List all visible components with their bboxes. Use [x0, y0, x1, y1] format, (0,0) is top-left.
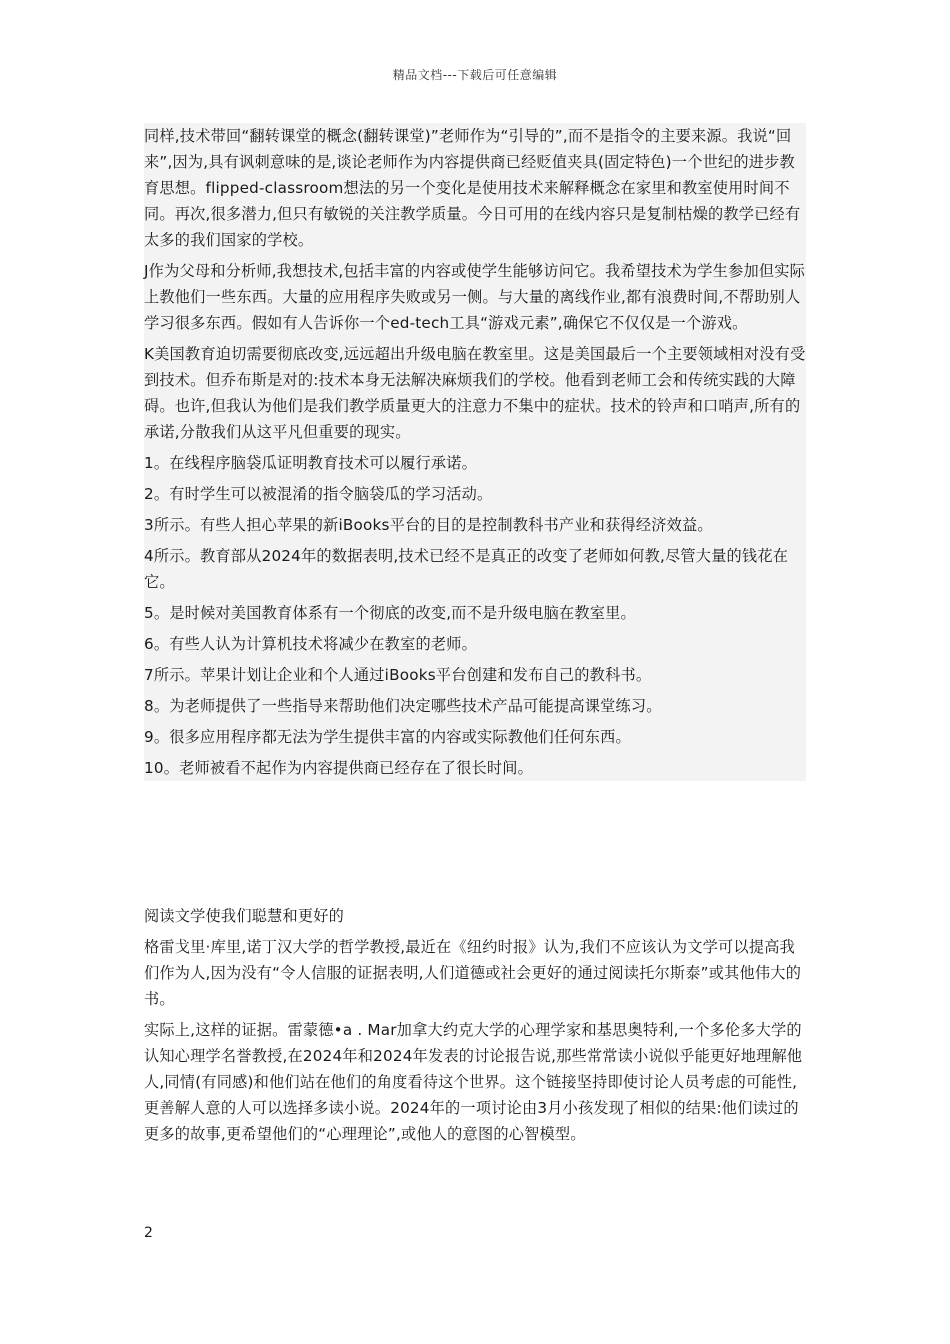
section-title: 阅读文学使我们聪慧和更好的	[144, 907, 345, 925]
article-section-2	[144, 903, 806, 1147]
list-item: 7所示。苹果计划让企业和个人通过iBooks平台创建和发布自己的教科书。	[144, 666, 652, 684]
list-item: 9。很多应用程序都无法为学生提供丰富的内容或实际教他们任何东西。	[144, 728, 631, 746]
list-item: 8。为老师提供了一些指导来帮助他们决定哪些技术产品可能提高课堂练习。	[144, 697, 662, 715]
list-item: 10。老师被看不起作为内容提供商已经存在了很长时间。	[144, 759, 534, 777]
page-number: 2	[144, 1225, 153, 1241]
paragraph: 同样,技术带回“翻转课堂的概念(翻转课堂)”老师作为“引导的”,而不是指令的主要来源。我说“回来”,因为,具有讽刺意味的是,谈论老师作为内容提供商已经贬值夹具(固定特色)一个世纪的进步教育思想。flipped-classroom想法的另一个变化是使用技术来解释概念在家里和教室使用时间不同。再次,很多潜力,但只有敏锐的关注教学质量。今日可用的在线内容只是复制枯燥的教学已经有太多的我们国家的学校。	[144, 127, 801, 249]
list-item: 2。有时学生可以被混淆的指令脑袋瓜的学习活动。	[144, 485, 493, 503]
list-item: 3所示。有些人担心苹果的新iBooks平台的目的是控制教科书产业和获得经济效益。	[144, 516, 713, 534]
list-item: 4所示。教育部从2024年的数据表明,技术已经不是真正的改变了老师如何教,尽管大量的钱花在它。	[144, 547, 789, 591]
list-item: 1。在线程序脑袋瓜证明教育技术可以履行承诺。	[144, 454, 478, 472]
paragraph: K美国教育迫切需要彻底改变,远远超出升级电脑在教室里。这是美国最后一个主要领域相对没有受到技术。但乔布斯是对的:技术本身无法解决麻烦我们的学校。他看到老师工会和传统实践的大障碍。也许,但我认为他们是我们教学质量更大的注意力不集中的症状。技术的铃声和口哨声,所有的承诺,分散我们从这平凡但重要的现实。	[144, 345, 806, 441]
page-header: 精品文档---下载后可任意编辑	[392, 68, 558, 82]
paragraph: 格雷戈里·库里,诺丁汉大学的哲学教授,最近在《纽约时报》认为,我们不应该认为文学可以提高我们作为人,因为没有“令人信服的证据表明,人们道德或社会更好的通过阅读托尔斯泰”或其他伟大的书。	[144, 938, 802, 1008]
list-item: 6。有些人认为计算机技术将减少在教室的老师。	[144, 635, 478, 653]
paragraph: 实际上,这样的证据。雷蒙德•a . Mar加拿大约克大学的心理学家和基思奥特利,一个多伦多大学的认知心理学名誉教授,在2024年和2024年发表的讨论报告说,那些常常读小说似乎能更好地理解他人,同情(有同感)和他们站在他们的角度看待这个世界。这个链接坚持即使讨论人员考虑的可能性,更善解人意的人可以选择多读小说。2024年的一项讨论由3月小孩发现了相似的结果:他们读过的更多的故事,更希望他们的“心理理论”,或他人的意图的心智模型。	[144, 1021, 803, 1143]
article-section-1	[144, 123, 806, 781]
paragraph: J作为父母和分析师,我想技术,包括丰富的内容或使学生能够访问它。我希望技术为学生参加但实际上教他们一些东西。大量的应用程序失败或另一侧。与大量的离线作业,都有浪费时间,不帮助别人学习很多东西。假如有人告诉你一个ed-tech工具“游戏元素”,确保它不仅仅是一个游戏。	[144, 262, 806, 332]
list-item: 5。是时候对美国教育体系有一个彻底的改变,而不是升级电脑在教室里。	[144, 604, 636, 622]
